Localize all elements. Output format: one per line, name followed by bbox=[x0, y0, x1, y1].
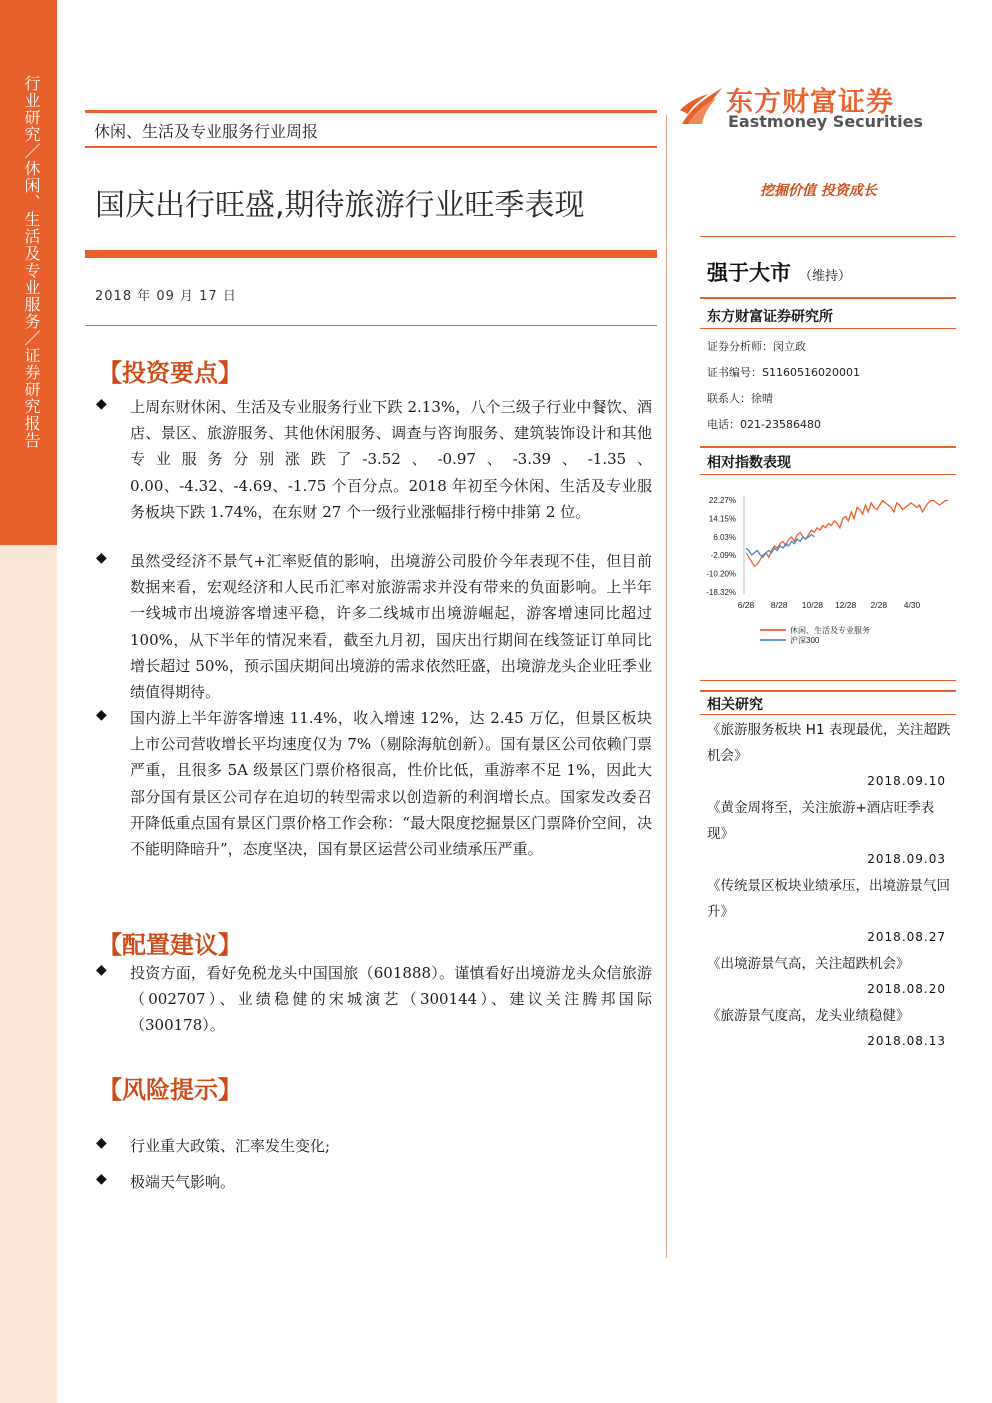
bullet-text: 国内游上半年游客增速 11.4%，收入增速 12%，达 2.45 万亿，但景区板块上市公司营收增长平均速度仅为 7%（剔除海航创新）。国有景区公司依赖门票严重，且很多 5A 级景区门票价格很高，性价比低，重游率不足 1%，因此大部分国有景区公司存在迫切的转型需求以创造新的利润增长点。国家发改委召开降低重点国有景区门票价格工作会称：“最大限度挖掘景区门票降价空间，决不能明降暗升”，态度坚决，国有景区运营公司业绩承压严重。 bbox=[130, 709, 652, 859]
related-report-date: 2018.08.13 bbox=[867, 1034, 946, 1048]
bullet-icon: ◆ bbox=[96, 962, 107, 978]
related-heading: 相关研究 bbox=[707, 697, 763, 713]
x-tick-label: 10/28 bbox=[801, 600, 824, 610]
related-report-title[interactable]: 《旅游服务板块 H1 表现最优，关注超跌机会》 bbox=[707, 722, 951, 764]
page-title: 国庆出行旺盛,期待旅游行业旺季表现 bbox=[95, 188, 585, 223]
x-tick-label: 12/28 bbox=[834, 600, 857, 610]
bullet-icon: ◆ bbox=[96, 1135, 107, 1151]
date-rule bbox=[85, 325, 657, 326]
y-tick-label: -2.09% bbox=[710, 551, 736, 561]
brand-name-en: Eastmoney Securities bbox=[728, 112, 923, 131]
rating-label: 强于大市 bbox=[707, 261, 791, 285]
section-heading-risk: 【风险提示】 bbox=[98, 1075, 242, 1104]
bullet-icon: ◆ bbox=[96, 1171, 107, 1187]
institute-name: 东方财富证券研究所 bbox=[707, 309, 833, 325]
bullet-text: 虽然受经济不景气+汇率贬值的影响，出境游公司股价今年表现不佳，但目前数据来看，宏观经济和人民币汇率对旅游需求并没有带来的负面影响。上半年一线城市出境游客增速平稳，许多二线城市出境游崛起，游客增速同比超过 100%，从下半年的情况来看，截至九月初，国庆出行期间在线签证订单同比增长超过 50%，预示国庆期间出境游的需求依然旺盛，出境游龙头企业旺季业绩值得期待。 bbox=[130, 552, 652, 702]
y-tick-label: -18.32% bbox=[706, 588, 736, 597]
report-type: 休闲、生活及专业服务行业周报 bbox=[94, 122, 319, 141]
y-tick-label: 22.27% bbox=[708, 496, 736, 505]
bullet-text: 上周东财休闲、生活及专业服务行业下跌 2.13%，八个三级子行业中餐饮、酒店、景区、旅游服务、其他休闲服务、调查与咨询服务、建筑装饰设计和其他专业服务分别涨跌了-3.52、-0.97、-3.39、-1.35、0.00、-4.32、-4.69、-1.75 个百分点。2018 年初至今休闲、生活及专业服务板块下跌 1.74%，在东财 27 个一级行业涨幅排行榜中排第 2 位。 bbox=[130, 398, 652, 521]
flame-logo-icon bbox=[678, 80, 728, 130]
bullet-text: 行业重大政策、汇率发生变化; bbox=[130, 1137, 331, 1155]
rating-note: （维持） bbox=[799, 269, 852, 284]
column-divider bbox=[666, 115, 667, 1258]
x-tick-label: 6/28 bbox=[737, 600, 755, 610]
x-tick-label: 4/30 bbox=[903, 600, 921, 610]
y-tick-label: 14.15% bbox=[708, 514, 736, 524]
section-heading-config: 【配置建议】 bbox=[98, 930, 242, 959]
sidebar bbox=[0, 0, 57, 1403]
related-report-title[interactable]: 《旅游景气度高，龙头业绩稳健》 bbox=[707, 1008, 910, 1024]
header-rule bbox=[85, 146, 657, 148]
related-report-title[interactable]: 《黄金周将至，关注旅游+酒店旺季表现》 bbox=[707, 800, 935, 842]
series-line-0 bbox=[746, 501, 948, 567]
chart-heading-rule bbox=[700, 474, 956, 475]
y-tick-label: 6.03% bbox=[713, 532, 736, 542]
chart-heading: 相对指数表现 bbox=[707, 455, 791, 471]
bullet-icon: ◆ bbox=[96, 550, 107, 566]
x-tick-label: 8/28 bbox=[770, 600, 788, 610]
rating-bottom-rule bbox=[700, 297, 956, 299]
related-report-title[interactable]: 《出境游景气高，关注超跌机会》 bbox=[707, 956, 910, 972]
rating bbox=[707, 257, 851, 287]
related-top-rule bbox=[700, 690, 956, 692]
bullet-icon: ◆ bbox=[96, 396, 107, 412]
sidebar-category-text: 行业研究／休闲、生活及专业服务／证券研究报告 bbox=[22, 75, 41, 449]
contact-phone: 电话：021-23586480 bbox=[707, 418, 821, 431]
brand-name-cn: 东方财富证券 bbox=[726, 87, 894, 118]
y-tick-label: -10.20% bbox=[706, 569, 736, 579]
related-heading-rule bbox=[700, 714, 956, 715]
bullet-text: 投资方面，看好免税龙头中国国旅（601888）。谨慎看好出境游龙头众信旅游（002707）、业绩稳健的宋城演艺（300144）、建议关注腾邦国际（300178）。 bbox=[130, 964, 652, 1035]
related-report-title[interactable]: 《传统景区板块业绩承压，出境游景气回升》 bbox=[707, 878, 950, 920]
related-report-date: 2018.09.03 bbox=[867, 852, 946, 866]
relative-index-chart bbox=[700, 488, 956, 658]
related-report-date: 2018.09.10 bbox=[867, 774, 946, 788]
brand-slogan: 挖掘价值 投资成长 bbox=[760, 183, 877, 199]
report-date: 2018 年 09 月 17 日 bbox=[95, 289, 237, 304]
bullet-text: 极端天气影响。 bbox=[130, 1173, 236, 1191]
legend-label: 休闲、生活及专业服务 bbox=[790, 626, 870, 635]
related-report-date: 2018.08.27 bbox=[867, 930, 946, 944]
title-underline-bar bbox=[85, 250, 657, 258]
bullet-icon: ◆ bbox=[96, 707, 107, 723]
chart-bottom-rule bbox=[700, 680, 956, 681]
rating-top-rule bbox=[700, 236, 956, 237]
legend-label: 沪深300 bbox=[790, 636, 820, 645]
header-top-rule bbox=[85, 110, 657, 113]
sidebar-tint bbox=[0, 545, 57, 1403]
analyst-cert: 证书编号：S1160516020001 bbox=[707, 366, 860, 379]
analyst-name: 证券分析师：闵立政 bbox=[707, 340, 806, 353]
section-heading-points: 【投资要点】 bbox=[98, 358, 242, 387]
related-report-date: 2018.08.20 bbox=[867, 982, 946, 996]
institute-rule bbox=[700, 328, 956, 329]
chart-top-rule bbox=[700, 446, 956, 448]
x-tick-label: 2/28 bbox=[870, 600, 888, 610]
contact-name: 联系人：徐晴 bbox=[707, 392, 773, 405]
series-line-1 bbox=[746, 535, 814, 558]
